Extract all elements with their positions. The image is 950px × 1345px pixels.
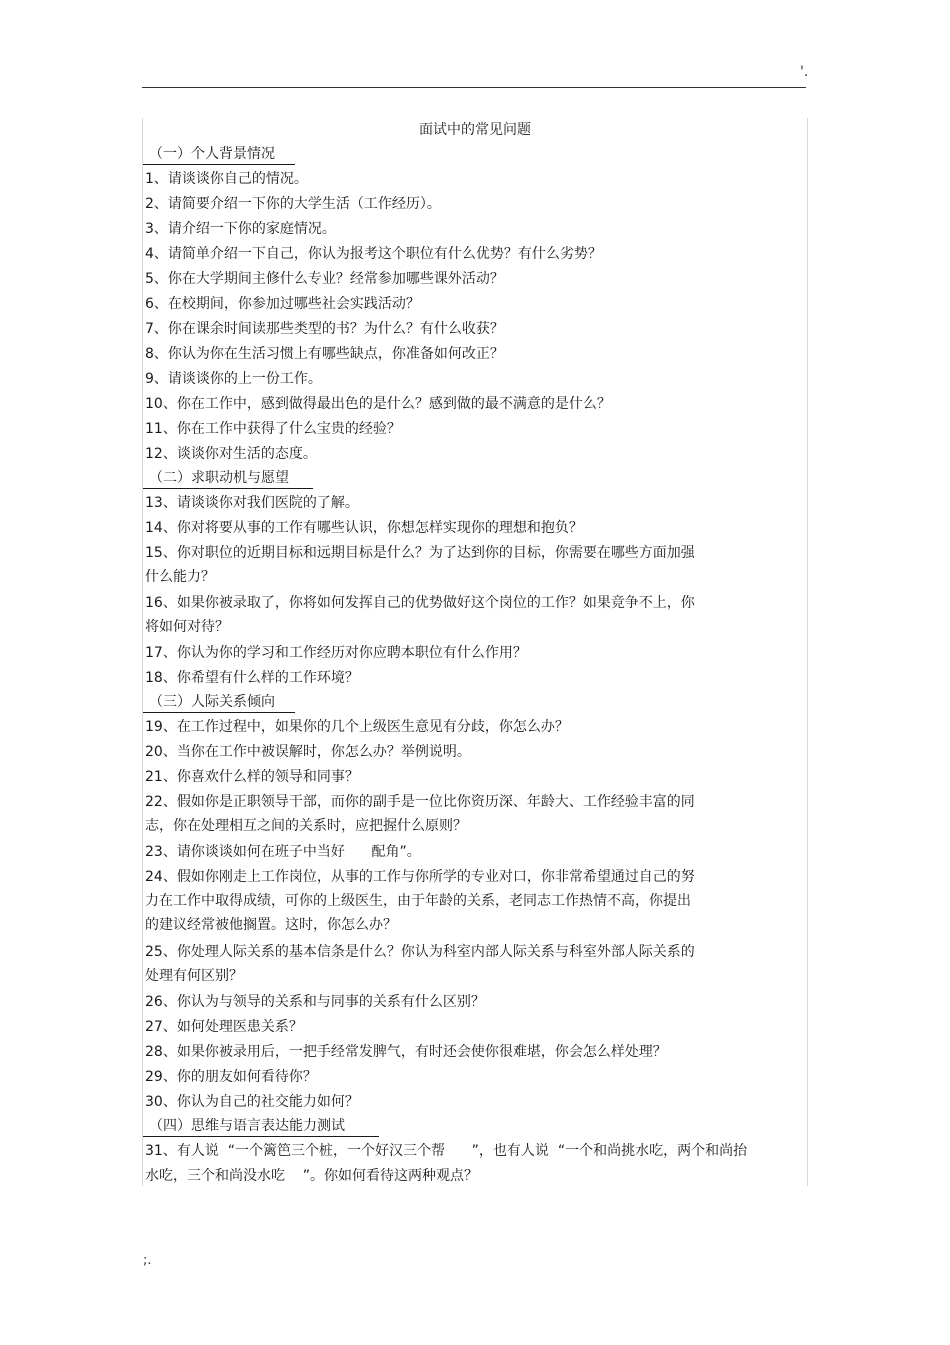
question-line: 13、请谈谈你对我们医院的了解。 [145,495,359,511]
question-line: 11、你在工作中获得了什么宝贵的经验？ [145,421,401,437]
header-rule [142,87,806,88]
question-line: 志，你在处理相互之间的关系时，应把握什么原则？ [145,818,467,834]
question-line: 28、如果你被录用后，一把手经常发脾气，有时还会使你很难堪，你会怎么样处理？ [145,1044,667,1060]
question-line: 27、如何处理医患关系？ [145,1019,303,1035]
question-line: 6、在校期间，你参加过哪些社会实践活动？ [145,296,420,312]
question-line: 19、在工作过程中，如果你的几个上级医生意见有分歧，你怎么办？ [145,719,569,735]
question-line: 5、你在大学期间主修什么专业？经常参加哪些课外活动？ [145,271,504,287]
page-footer-mark: ;. [143,1253,152,1268]
question-line: 20、当你在工作中被误解时，你怎么办？举例说明。 [145,744,471,760]
question-line: 10、你在工作中，感到做得最出色的是什么？感到做的最不满意的是什么？ [145,396,611,412]
question-line: 3、请介绍一下你的家庭情况。 [145,221,336,237]
document-title: 面试中的常见问题 [419,122,531,138]
question-line: 处理有何区别？ [145,968,243,984]
question-line: 16、如果你被录取了，你将如何发挥自己的优势做好这个岗位的工作？如果竞争不上，你 [145,595,695,611]
question-line: 29、你的朋友如何看待你？ [145,1069,317,1085]
question-line: 15、你对职位的近期目标和远期目标是什么？为了达到你的目标，你需要在哪些方面加强 [145,545,695,561]
question-line: 什么能力？ [145,569,215,585]
question-line: 水吃，三个和尚没水吃 ”。你如何看待这两种观点？ [145,1168,479,1184]
question-line: 26、你认为与领导的关系和与同事的关系有什么区别？ [145,994,485,1010]
section-heading-4: （四）思维与语言表达能力测试 [143,1116,379,1137]
question-line: 30、你认为自己的社交能力如何？ [145,1094,359,1110]
question-line: 17、你认为你的学习和工作经历对你应聘本职位有什么作用？ [145,645,527,661]
question-line: 力在工作中取得成绩，可你的上级医生，由于年龄的关系，老同志工作热情不高，你提出 [145,893,691,909]
question-line: 8、你认为你在生活习惯上有哪些缺点，你准备如何改正？ [145,346,504,362]
question-line: 14、你对将要从事的工作有哪些认识，你想怎样实现你的理想和抱负？ [145,520,583,536]
question-line: 21、你喜欢什么样的领导和同事？ [145,769,359,785]
question-line: 2、请简要介绍一下你的大学生活（工作经历）。 [145,196,441,212]
section-heading-2: （二）求职动机与愿望 [143,468,313,489]
question-line: 22、假如你是正职领导干部，而你的副手是一位比你资历深、年龄大、工作经验丰富的同 [145,794,695,810]
question-line: 25、你处理人际关系的基本信条是什么？你认为科室内部人际关系与科室外部人际关系的 [145,944,695,960]
question-line: 23、请你谈谈如何在班子中当好 配角”。 [145,844,421,860]
question-line: 的建议经常被他搁置。这时，你怎么办？ [145,917,397,933]
page-header-mark: '. [800,64,809,80]
question-line: 9、请谈谈你的上一份工作。 [145,371,322,387]
section-heading-3: （三）人际关系倾向 [143,692,295,713]
question-line: 31、有人说 “一个篱笆三个桩，一个好汉三个帮 ”，也有人说 “一个和尚挑水吃，两个和尚抬 [145,1143,748,1159]
question-line: 18、你希望有什么样的工作环境？ [145,670,359,686]
question-line: 1、请谈谈你自己的情况。 [145,171,308,187]
section-heading-1: （一）个人背景情况 [143,144,295,165]
question-line: 12、谈谈你对生活的态度。 [145,446,317,462]
question-line: 24、假如你刚走上工作岗位，从事的工作与你所学的专业对口，你非常希望通过自己的努 [145,869,695,885]
document-body [142,118,808,1186]
question-line: 7、你在课余时间读那些类型的书？为什么？有什么收获？ [145,321,504,337]
question-line: 将如何对待？ [145,619,229,635]
question-line: 4、请简单介绍一下自己，你认为报考这个职位有什么优势？有什么劣势？ [145,246,602,262]
